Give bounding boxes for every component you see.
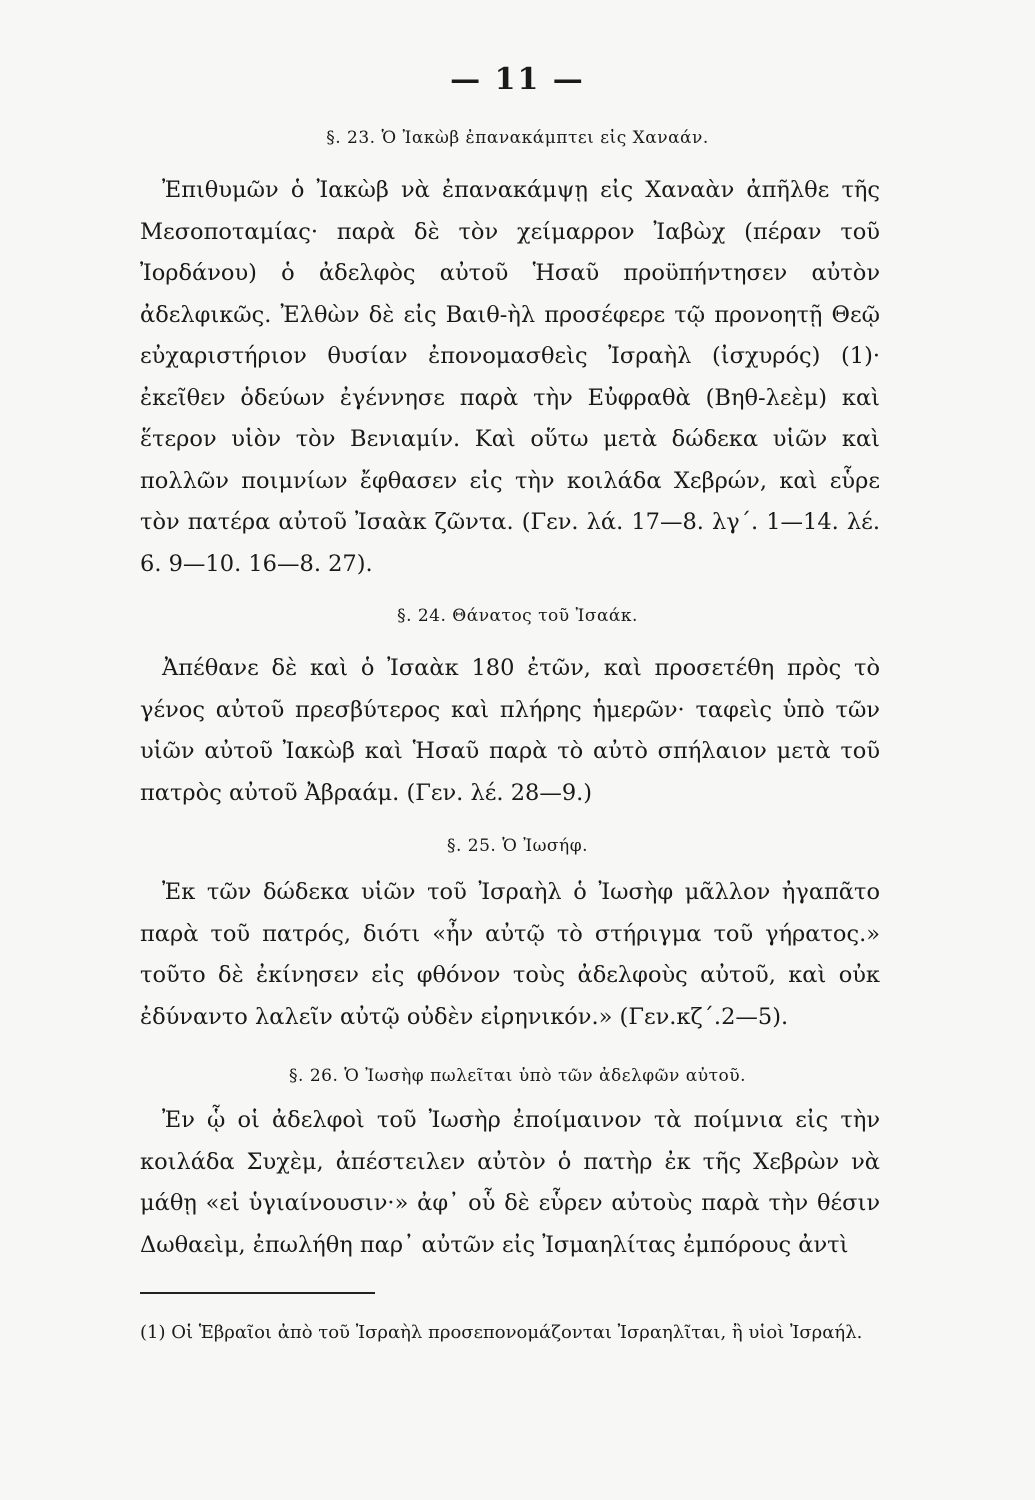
section-heading-24: §. 24. Θάνατος τοῦ Ἰσαάκ. [397,606,638,626]
section-heading-23: §. 23. Ὁ Ἰακὼβ ἐπανακάμπτει εἰς Χαναάν. [326,128,709,148]
section-paragraph-25: Ἐκ τῶν δώδεκα υἱῶν τοῦ Ἰσραὴλ ὁ Ἰωσὴφ μᾶλλον ἠγαπᾶτο παρὰ τοῦ πατρός, διότι «ἦν αὐτῷ τὸ στήριγμα τοῦ γήρατος.» τοῦτο δὲ ἐκίνησεν εἰς φθόνον τοὺς ἀδελφοὺς αὐτοῦ, καὶ οὐκ ἐδύναντο λαλεῖν αὐτῷ οὐδὲν εἰρηνικόν.» (Γεν.κζ΄.2—5). [140,879,880,1030]
page-number: — 11 — [450,62,585,97]
section-heading-26: §. 26. Ὁ Ἰωσὴφ πωλεῖται ὑπὸ τῶν ἀδελφῶν αὐτοῦ. [289,1066,746,1086]
section-heading-25: §. 25. Ὁ Ἰωσήφ. [446,836,589,856]
section-paragraph-24: Ἀπέθανε δὲ καὶ ὁ Ἰσαὰκ 180 ἐτῶν, καὶ προσετέθη πρὸς τὸ γένος αὐτοῦ πρεσβύτερος καὶ πλήρης ἡμερῶν· ταφεὶς ὑπὸ τῶν υἱῶν αὐτοῦ Ἰακὼβ καὶ Ἡσαῦ παρὰ τὸ αὐτὸ σπήλαιον μετὰ τοῦ πατρὸς αὐτοῦ Ἀβραάμ. (Γεν. λέ. 28—9.) [140,655,880,806]
section-paragraph-23: Ἐπιθυμῶν ὁ Ἰακὼβ νὰ ἐπανακάμψῃ εἰς Χαναὰν ἀπῆλθε τῆς Μεσοποταμίας· παρὰ δὲ τὸν χείμαρρον Ἰαβὼχ (πέραν τοῦ Ἰορδάνου) ὁ ἀδελφὸς αὐτοῦ Ἡσαῦ προϋπήντησεν αὐτὸν ἀδελφικῶς. Ἐλθὼν δὲ εἰς Βαιθ-ὴλ προσέφερε τῷ προνοητῇ Θεῷ εὐχαριστήριον θυσίαν ἐπονομασθεὶς Ἰσραὴλ (ἰσχυρός) (1)· ἐκεῖθεν ὁδεύων ἐγέννησε παρὰ τὴν Εὐφραθὰ (Βηθ-λεὲμ) καὶ ἕτερον υἱὸν τὸν Βενιαμίν. Καὶ οὕτω μετὰ δώδεκα υἱῶν καὶ πολλῶν ποιμνίων ἔφθασεν εἰς τὴν κοιλάδα Χεβρών, καὶ εὗρε τὸν πατέρα αὐτοῦ Ἰσαὰκ ζῶντα. (Γεν. λά. 17—8. λγ΄. 1—14. λέ. 6. 9—10. 16—8. 27). [140,177,880,577]
footnote-divider [140,1292,375,1294]
footnote: (1) Οἱ Ἑβραῖοι ἀπὸ τοῦ Ἰσραὴλ προσεπονομάζονται Ἰσραηλῖται, ἢ υἱοὶ Ἰσραήλ. [140,1322,863,1343]
section-paragraph-26: Ἐν ᾧ οἱ ἀδελφοὶ τοῦ Ἰωσὴρ ἐποίμαινον τὰ ποίμνια εἰς τὴν κοιλάδα Συχὲμ, ἀπέστειλεν αὐτὸν ὁ πατὴρ ἐκ τῆς Χεβρὼν νὰ μάθῃ «εἰ ὑγιαίνουσιν·» ἀφ᾽ οὗ δὲ εὗρεν αὐτοὺς παρὰ τὴν θέσιν Δωθαεὶμ, ἐπωλήθη παρ᾽ αὐτῶν εἰς Ἰσμαηλίτας ἐμπόρους ἀντὶ [140,1107,880,1258]
